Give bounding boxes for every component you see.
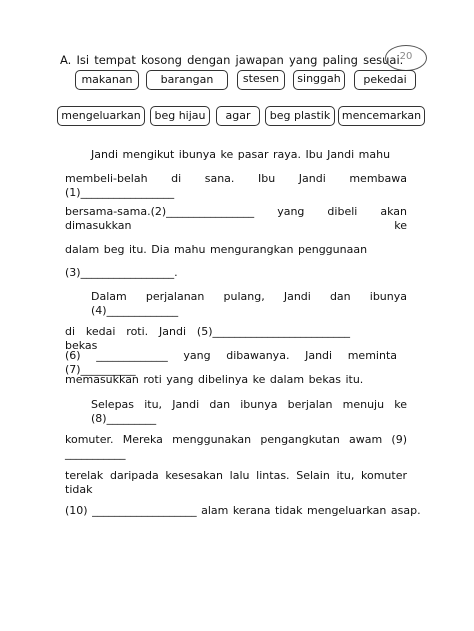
instruction-text: A. Isi tempat kosong dengan jawapan yang paling sesuai. [60,53,404,67]
passage-line: memasukkan roti yang dibelinya ke dalam bekas itu. [65,373,364,386]
passage-line: Jandi mengikut ibunya ke pasar raya. Ibu Jandi mahu [91,148,391,161]
passage-line: (6) _____________ yang dibawanya. Jandi meminta (7)__________ [65,349,397,376]
passage-line: Selepas itu, Jandi dan ibunya berjalan menuju ke (8)_________ [91,398,407,425]
word-box: barangan [146,70,228,90]
word-box: stesen [237,70,285,90]
passage-line: dalam beg itu. Dia mahu mengurangkan penggunaan [65,243,368,256]
passage-line: bersama-sama.(2)________________ yang dibeli akan dimasukkan ke [65,205,407,232]
passage-line: Dalam perjalanan pulang, Jandi dan ibunya (4)_____________ [91,290,407,317]
passage-line: (10) ___________________ alam kerana tidak mengeluarkan asap. [65,504,421,517]
word-box: agar [216,106,260,126]
passage-line: di kedai roti. Jandi (5)_________________________ bekas [65,325,350,352]
passage-line: komuter. Mereka menggunakan pengangkutan awam (9) ___________ [65,433,407,460]
word-box: mengeluarkan [57,106,145,126]
passage-line: membeli-belah di sana. Ibu Jandi membawa (1)_________________ [65,172,407,199]
word-box: beg hijau [150,106,210,126]
word-box: singgah [293,70,345,90]
passage-line: terelak daripada kesesakan lalu lintas. Selain itu, komuter tidak [65,469,407,496]
word-box: beg plastik [265,106,335,126]
score-circle: 20 [385,45,427,71]
word-box: makanan [75,70,139,90]
word-box: mencemarkan [338,106,425,126]
passage-line: (3)_________________. [65,266,178,279]
word-box: pekedai [354,70,416,90]
